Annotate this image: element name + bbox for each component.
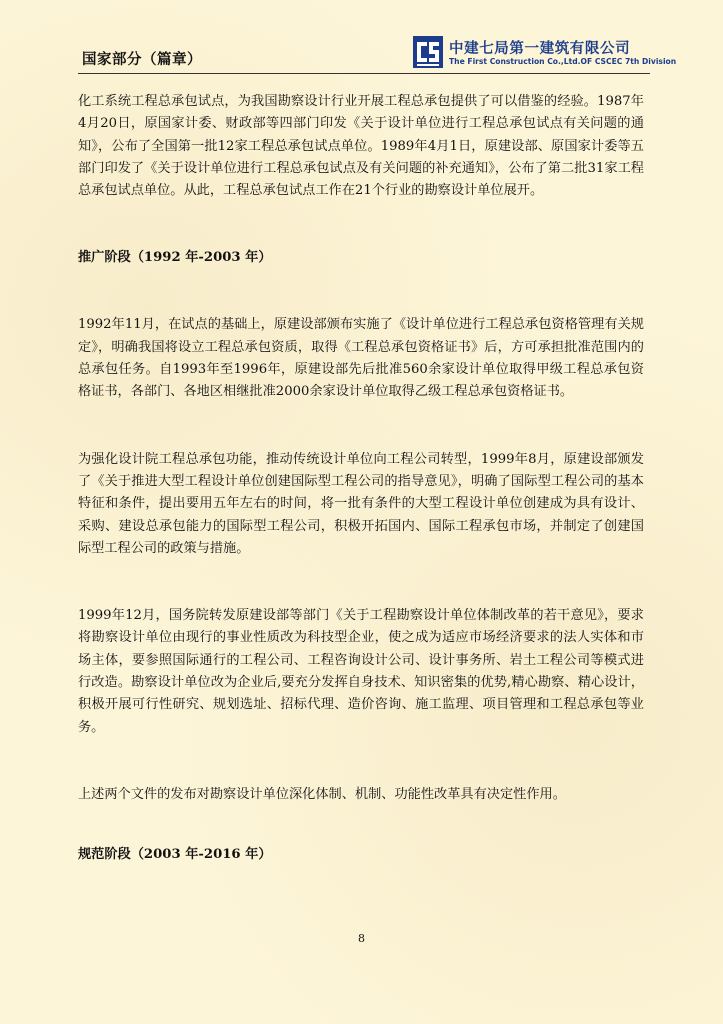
company-name-en: The First Construction Co.,Ltd.OF CSCEC 7th Division [449, 57, 677, 66]
paragraph-spacer [78, 560, 644, 605]
paragraph-1992-regulation: 1992年11月，在试点的基础上，原建设部颁布实施了《设计单位进行工程总承包资格管理有关规定》，明确我国将设立工程总承包资质，取得《工程总承包资格证书》后，方可承担批准范围内的总承包任务。自1993年至1996年，原建设部先后批准560余家设计单位取得甲级工程总承包资格证书，各部门、各地区相继批准2000余家设计单位取得乙级工程总承包资格证书。 [78, 317, 644, 400]
paragraph-spacer [78, 269, 644, 314]
paragraph-summary: 上述两个文件的发布对勘察设计单位深化体制、机制、功能性改革具有决定性作用。 [78, 786, 566, 802]
page-number: 8 [358, 932, 365, 945]
document-body [78, 91, 644, 866]
paragraph-spacer [78, 806, 644, 844]
paragraph-spacer [78, 739, 644, 784]
section-title: 国家部分（篇章） [82, 52, 202, 68]
paragraph-spacer [78, 202, 644, 247]
company-name-cn: 中建七局第一建筑有限公司 [449, 41, 631, 57]
paragraph-pilot-stage: 化工系统工程总承包试点，为我国勘察设计行业开展工程总承包提供了可以借鉴的经验。1987年4月20日，原国家计委、财政部等四部门印发《关于设计单位进行工程总承包试点有关问题的通知》，公布了全国第一批12家工程总承包试点单位。1989年4月1日，原建设部、原国家计委等五部门印发了《关于设计单位进行工程总承包试点及有关问题的补充通知》，公布了第二批31家工程总承包试点单位。从此，工程总承包试点工作在21个行业的勘察设计单位展开。 [78, 94, 644, 199]
cscec-logo-icon [413, 36, 443, 68]
paragraph-spacer [78, 404, 644, 449]
paragraph-1999-august: 为强化设计院工程总承包功能，推动传统设计单位向工程公司转型，1999年8月，原建设部颁发了《关于推进大型工程设计单位创建国际型工程公司的指导意见》，明确了国际型工程公司的基本特征和条件，提出要用五年左右的时间，将一批有条件的大型工程设计单位创建成为具有设计、采购、建设总承包能力的国际型工程公司，积极开拓国内、国际工程承包市场，并制定了创建国际型工程公司的政策与措施。 [78, 451, 644, 556]
heading-standardization-stage: 规范阶段（2003 年-2016 年） [78, 847, 272, 863]
heading-promotion-stage: 推广阶段（1992 年-2003 年） [78, 250, 272, 266]
paragraph-1999-december: 1999年12月，国务院转发原建设部等部门《关于工程勘察设计单位体制改革的若干意见》，要求将勘察设计单位由现行的事业性质改为科技型企业，使之成为适应市场经济要求的法人实体和市场主体，要参照国际通行的工程公司、工程咨询设计公司、设计事务所、岩土工程公司等模式进行改造。勘察设计单位改为企业后,要充分发挥自身技术、知识密集的优势,精心勘察、精心设计，积极开展可行性研究、规划选址、招标代理、造价咨询、施工监理、项目管理和工程总承包等业务。 [78, 608, 644, 735]
page-header [78, 30, 677, 75]
header-divider [78, 73, 650, 74]
